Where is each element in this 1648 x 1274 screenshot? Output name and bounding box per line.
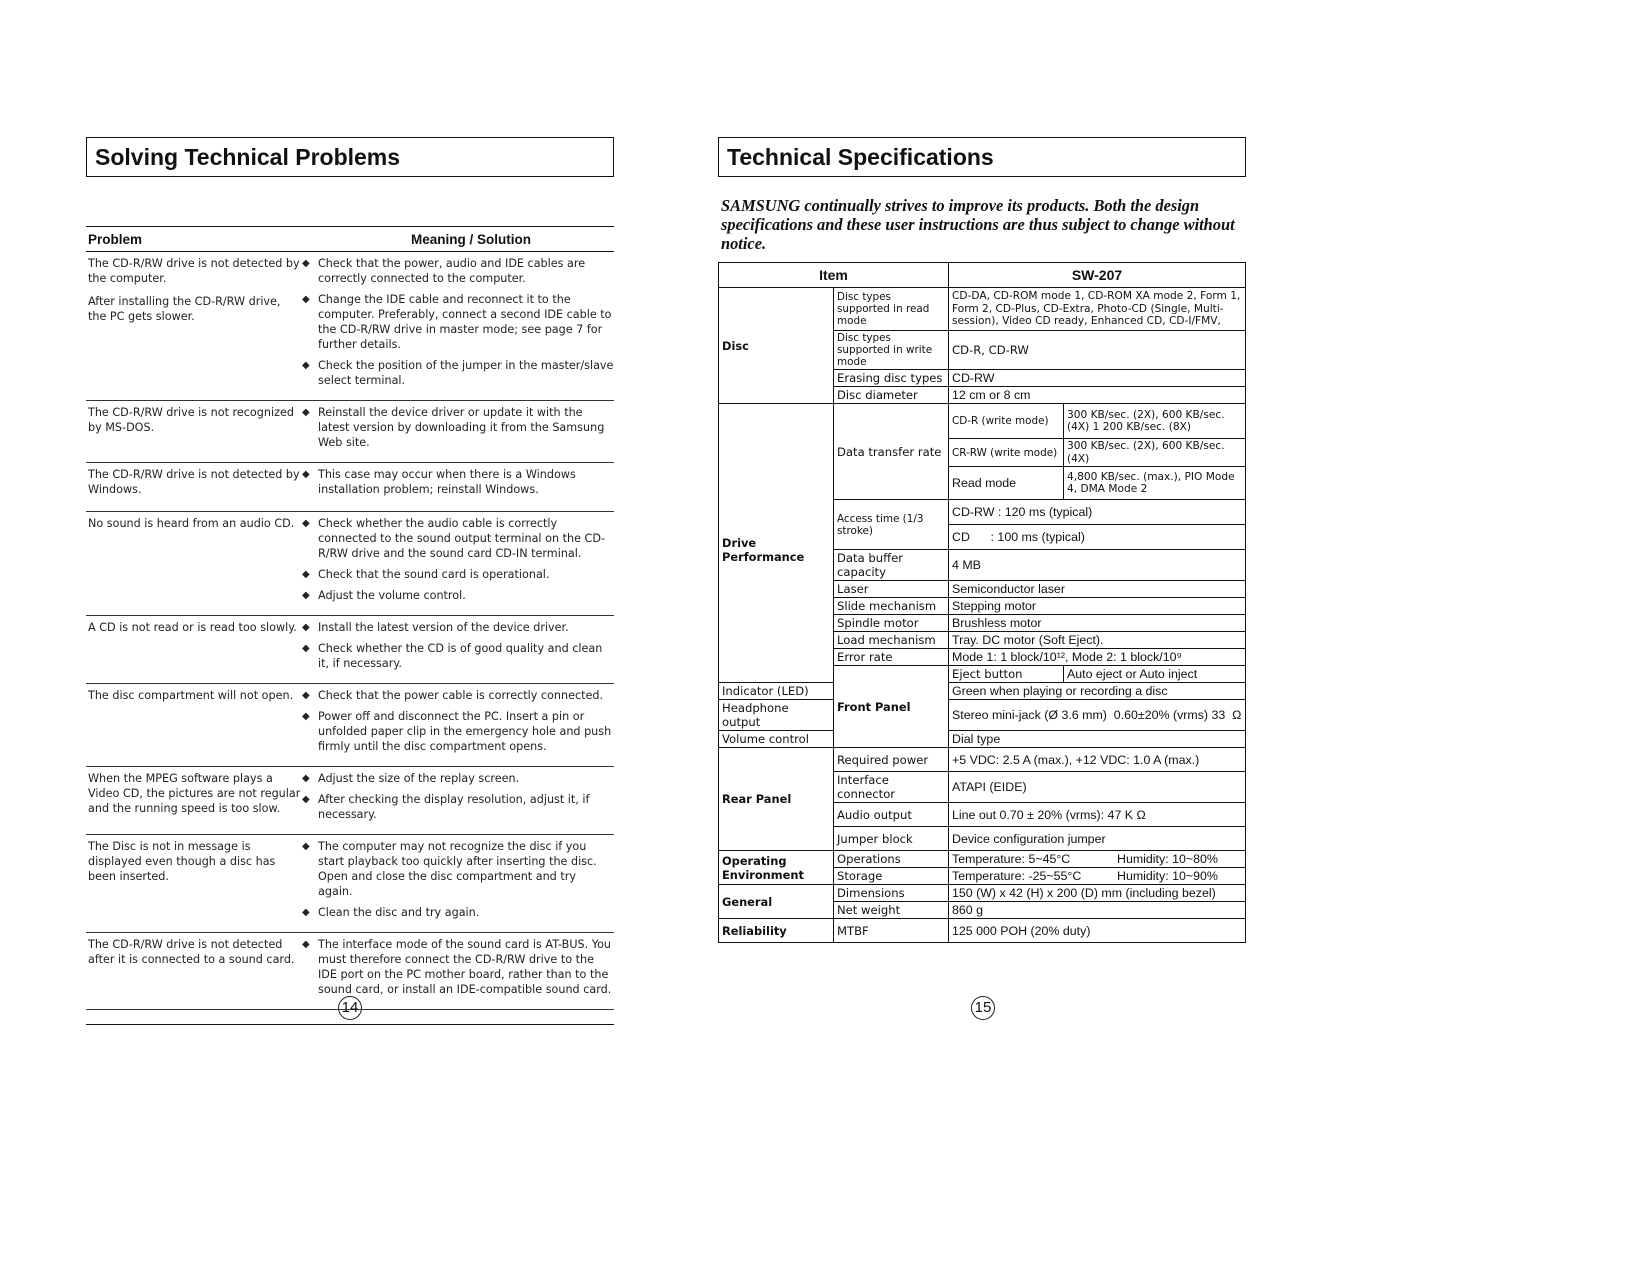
item-value: Mode 1: 1 block/10¹², Mode 2: 1 block/10⁹ — [949, 649, 1246, 666]
problem-cell — [86, 767, 302, 834]
problem-cell — [86, 463, 302, 511]
item-label: Storage — [834, 868, 949, 885]
solution-text: Check the position of the jumper in the master/slave select terminal. — [318, 359, 614, 387]
diamond-bullet-icon: ◆ — [302, 294, 310, 305]
problem-text: No sound is heard from an audio CD. — [88, 517, 295, 530]
item-value: Brushless motor — [949, 615, 1246, 632]
diamond-bullet-icon: ◆ — [302, 643, 310, 654]
diamond-bullet-icon: ◆ — [302, 469, 310, 480]
problem-text: The CD-R/RW drive is not detected by Windows. — [88, 468, 300, 496]
category-env: Operating Environment — [719, 851, 834, 885]
item-value — [949, 868, 1246, 885]
table-row — [86, 767, 614, 835]
diamond-bullet-icon: ◆ — [302, 518, 310, 529]
solution-item — [302, 641, 614, 671]
item-value: 125 000 POH (20% duty) — [949, 919, 1246, 943]
solution-text: Install the latest version of the device driver. — [318, 621, 569, 634]
diamond-bullet-icon: ◆ — [302, 690, 310, 701]
table-row — [719, 700, 1246, 731]
item-value: Line out 0.70 ± 20% (vrms): 47 K Ω — [949, 803, 1246, 827]
item-value: 4 MB — [949, 550, 1246, 581]
solution-text: Reinstall the device driver or update it with the latest version by downloading it from the Samsung Web site. — [318, 406, 605, 449]
problem-text: The disc compartment will not open. — [88, 689, 294, 702]
solution-item — [302, 839, 614, 899]
solution-header: Meaning / Solution — [411, 231, 531, 247]
diamond-bullet-icon: ◆ — [302, 841, 310, 852]
diamond-bullet-icon: ◆ — [302, 711, 310, 722]
item-value: ATAPI (EIDE) — [949, 772, 1246, 803]
solution-cell — [302, 252, 614, 400]
problem-cell — [86, 616, 302, 683]
solution-text: Change the IDE cable and reconnect it to the computer. Preferably, connect a second IDE cable to the CD-R/RW drive in master mode; see page 7 for further details. — [318, 293, 612, 351]
item-label: Required power — [834, 748, 949, 772]
problem-cell — [86, 933, 302, 1009]
solution-cell — [302, 463, 614, 511]
item-label: Access time (1/3 stroke) — [834, 500, 949, 550]
table-row — [719, 851, 1246, 868]
item-label: Error rate — [834, 649, 949, 666]
solution-cell — [302, 616, 614, 683]
solution-item — [302, 405, 614, 450]
item-label: Headphone output — [719, 700, 834, 731]
solution-item — [302, 516, 614, 561]
table-header — [86, 226, 614, 252]
diamond-bullet-icon: ◆ — [302, 773, 310, 784]
diamond-bullet-icon: ◆ — [302, 590, 310, 601]
solution-text: Check whether the CD is of good quality and clean it, if necessary. — [318, 642, 603, 670]
table-row — [86, 463, 614, 512]
table-row — [719, 288, 1246, 331]
item-value: 150 (W) x 42 (H) x 200 (D) mm (including bezel) — [949, 885, 1246, 902]
item-label: Jumper block — [834, 827, 949, 851]
problem-text: The CD-R/RW drive is not detected after it is connected to a sound card. — [88, 938, 295, 966]
problem-cell — [86, 252, 302, 400]
problem-cell — [86, 401, 302, 462]
solution-cell — [302, 767, 614, 834]
sub-label: CR-RW (write mode) — [949, 439, 1064, 467]
item-label: Load mechanism — [834, 632, 949, 649]
page-number: 14 — [338, 996, 362, 1020]
item-label: Data transfer rate — [834, 404, 949, 500]
diamond-bullet-icon: ◆ — [302, 258, 310, 269]
problem-header: Problem — [88, 231, 143, 247]
item-label: Laser — [834, 581, 949, 598]
solution-cell — [302, 512, 614, 615]
solution-text: After checking the display resolution, adjust it, if necessary. — [318, 793, 590, 821]
item-value: Auto eject or Auto inject — [1064, 666, 1246, 683]
item-value: 860 g — [949, 902, 1246, 919]
page-title: Solving Technical Problems — [86, 137, 614, 177]
table-row — [86, 512, 614, 616]
solution-text: Check that the power, audio and IDE cables are correctly connected to the computer. — [318, 257, 586, 285]
item-value: Device configuration jumper — [949, 827, 1246, 851]
solution-text: This case may occur when there is a Windows installation problem; reinstall Windows. — [318, 468, 576, 496]
item-label: Indicator (LED) — [719, 683, 834, 700]
solution-item — [302, 467, 614, 497]
item-label: Net weight — [834, 902, 949, 919]
table-row — [719, 748, 1246, 772]
spec-table — [718, 262, 1246, 943]
category-rear: Rear Panel — [719, 748, 834, 851]
solution-item — [302, 792, 614, 822]
item-label: Disc diameter — [834, 387, 949, 404]
solution-item — [302, 588, 614, 603]
solution-item — [302, 256, 614, 286]
item-label: Interface connector — [834, 772, 949, 803]
solution-item — [302, 937, 614, 997]
solution-text: The computer may not recognize the disc if you start playback too quickly after inserting the disc. Open and close the disc compartment and try again. — [318, 840, 597, 898]
item-label: Erasing disc types — [834, 370, 949, 387]
solution-text: Adjust the volume control. — [318, 589, 466, 602]
temperature-value: Temperature: 5~45°C — [952, 852, 1071, 866]
page-number: 15 — [971, 996, 995, 1020]
item-value: 4,800 KB/sec. (max.), PIO Mode 4, DMA Mode 2 — [1064, 467, 1246, 500]
item-label: Data buffer capacity — [834, 550, 949, 581]
item-value: Dial type — [949, 731, 1246, 748]
item-label: Dimensions — [834, 885, 949, 902]
diamond-bullet-icon: ◆ — [302, 569, 310, 580]
diamond-bullet-icon: ◆ — [302, 622, 310, 633]
item-header: Item — [719, 263, 949, 288]
solution-text: Clean the disc and try again. — [318, 906, 480, 919]
humidity-value: Humidity: 10~90% — [1117, 869, 1218, 883]
item-value: 12 cm or 8 cm — [949, 387, 1246, 404]
diamond-bullet-icon: ◆ — [302, 360, 310, 371]
item-label: MTBF — [834, 919, 949, 943]
page-title: Technical Specifications — [718, 137, 1246, 177]
item-value: Semiconductor laser — [949, 581, 1246, 598]
item-value: Green when playing or recording a disc — [949, 683, 1246, 700]
table-row — [86, 835, 614, 933]
solution-item — [302, 292, 614, 352]
problem-text: The CD-R/RW drive is not recognized by MS-DOS. — [88, 406, 294, 434]
problems-table — [86, 226, 614, 1025]
item-value: CD-RW : 120 ms (typical) — [949, 500, 1246, 525]
category-drive: Drive Performance — [719, 404, 834, 683]
category-front: Front Panel — [834, 666, 949, 748]
category-disc: Disc — [719, 288, 834, 404]
item-label: Volume control — [719, 731, 834, 748]
solution-item — [302, 620, 614, 635]
table-row — [719, 885, 1246, 902]
solution-item — [302, 905, 614, 920]
category-reliability: Reliability — [719, 919, 834, 943]
item-label: Operations — [834, 851, 949, 868]
problem-text: A CD is not read or is read too slowly. — [88, 621, 297, 634]
temperature-value: Temperature: -25~55°C — [952, 869, 1082, 883]
table-row — [86, 252, 614, 401]
problem-text: After installing the CD-R/RW drive, the PC gets slower. — [88, 295, 281, 323]
table-row — [86, 684, 614, 767]
problem-cell — [86, 835, 302, 932]
table-row — [86, 616, 614, 684]
problem-text: The Disc is not in message is displayed even though a disc has been inserted. — [88, 840, 276, 883]
problem-rows — [86, 252, 614, 1010]
item-value — [949, 851, 1246, 868]
diamond-bullet-icon: ◆ — [302, 407, 310, 418]
solution-cell — [302, 401, 614, 462]
item-value: Stereo mini-jack (Ø 3.6 mm) 0.60±20% (vrms) 33 Ω — [949, 700, 1246, 731]
solution-text: Adjust the size of the replay screen. — [318, 772, 520, 785]
problem-text: When the MPEG software plays a Video CD, the pictures are not regular and the running speed is too slow. — [88, 772, 301, 815]
solution-text: Check that the power cable is correctly connected. — [318, 689, 604, 702]
solution-item — [302, 358, 614, 388]
solution-item — [302, 567, 614, 582]
item-value: CD : 100 ms (typical) — [949, 525, 1246, 550]
model-header: SW-207 — [949, 263, 1246, 288]
diamond-bullet-icon: ◆ — [302, 939, 310, 950]
item-label: Disc types supported in write mode — [834, 331, 949, 370]
diamond-bullet-icon: ◆ — [302, 907, 310, 918]
solution-text: Check that the sound card is operational. — [318, 568, 550, 581]
problem-cell — [86, 684, 302, 766]
item-value: +5 VDC: 2.5 A (max.), +12 VDC: 1.0 A (max.) — [949, 748, 1246, 772]
sub-label: CD-R (write mode) — [949, 404, 1064, 439]
table-row — [719, 731, 1246, 748]
sub-label: Read mode — [949, 467, 1064, 500]
intro-notice: SAMSUNG continually strives to improve its products. Both the design specifications and these user instructions are thus subject to change without notice. — [721, 196, 1235, 253]
table-row — [719, 404, 1246, 439]
solution-item — [302, 771, 614, 786]
item-label: Disc types supported in read mode — [834, 288, 949, 331]
solution-text: Power off and disconnect the PC. Insert a pin or unfolded paper clip in the emergency hole and push firmly until the disc compartment opens. — [318, 710, 612, 753]
solution-cell — [302, 684, 614, 766]
table-row — [86, 401, 614, 463]
table-row — [719, 919, 1246, 943]
item-label: Audio output — [834, 803, 949, 827]
solution-cell — [302, 835, 614, 932]
table-row — [719, 683, 1246, 700]
diamond-bullet-icon: ◆ — [302, 794, 310, 805]
problem-text: The CD-R/RW drive is not detected by the computer. — [88, 257, 300, 285]
item-value: CD-RW — [949, 370, 1246, 387]
item-label: Slide mechanism — [834, 598, 949, 615]
item-label: Spindle motor — [834, 615, 949, 632]
category-general: General — [719, 885, 834, 919]
solution-text: Check whether the audio cable is correctly connected to the sound output terminal on the CD-R/RW drive and the sound card CD-IN terminal. — [318, 517, 605, 560]
solution-item — [302, 688, 614, 703]
solution-item — [302, 709, 614, 754]
humidity-value: Humidity: 10~80% — [1117, 852, 1218, 866]
solution-text: The interface mode of the sound card is AT-BUS. You must therefore connect the CD-R/RW drive to the IDE port on the PC mother board, rather than to the sound card, or install an IDE-compatible sound card. — [318, 938, 612, 996]
spec-header-row — [719, 263, 1246, 288]
item-value: 300 KB/sec. (2X), 600 KB/sec. (4X) — [1064, 439, 1246, 467]
item-value: CD-DA, CD-ROM mode 1, CD-ROM XA mode 2, Form 1, Form 2, CD-Plus, CD-Extra, Photo-CD (Single, Multi-session), Video CD ready, Enhanced CD, CD-I/FMV, — [949, 288, 1246, 331]
item-value: Tray. DC motor (Soft Eject). — [949, 632, 1246, 649]
item-value: CD-R, CD-RW — [949, 331, 1246, 370]
item-label: Eject button — [949, 666, 1064, 683]
problem-cell — [86, 512, 302, 615]
item-value: 300 KB/sec. (2X), 600 KB/sec. (4X) 1 200 KB/sec. (8X) — [1064, 404, 1246, 439]
table-end-rule — [86, 1024, 614, 1025]
item-value: Stepping motor — [949, 598, 1246, 615]
